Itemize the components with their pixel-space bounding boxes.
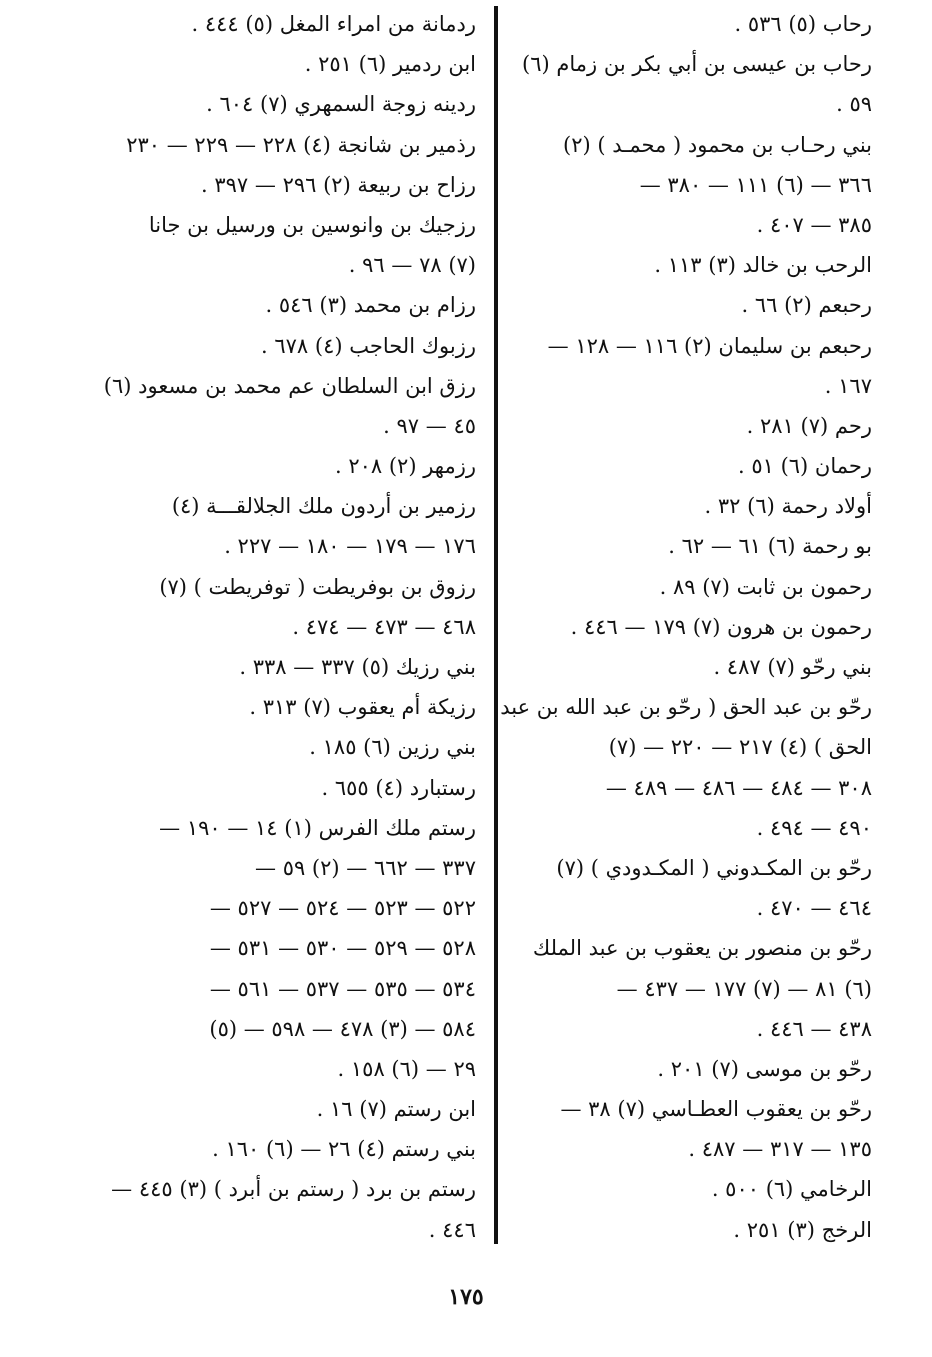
index-entry-line: رحّو بن منصور بن يعقوب بن عبد الملك bbox=[532, 936, 872, 961]
index-entry-line: رزجيك بن وانوسين بن ورسيل بن جانا bbox=[148, 212, 476, 237]
index-entry-line: رزمهر (٢) ٢٠٨ . bbox=[334, 454, 476, 479]
column-divider bbox=[494, 6, 498, 1244]
index-entry-line: الرحب بن خالد (٣) ١١٣ . bbox=[654, 253, 872, 278]
index-entry-line: رحمون بن ثابت (٧) ٨٩ . bbox=[659, 574, 872, 599]
index-entry-line: رحمون بن هرون (٧) ١٧٩ — ٤٤٦ . bbox=[570, 614, 872, 639]
index-entry-line: رحّو بن المكـدوني ( المكـدودي ) (٧) bbox=[556, 855, 872, 880]
index-entry-line: (٧) ٧٨ — ٩٦ . bbox=[348, 253, 476, 278]
index-entry-line: رزام بن محمد (٣) ٥٤٦ . bbox=[265, 293, 476, 318]
index-entry-line: رزيكة أم يعقوب (٧) ٣١٣ . bbox=[249, 695, 476, 720]
index-entry-line: ردمانة من امراء المغل (٥) ٤٤٤ . bbox=[191, 12, 476, 36]
index-entry-line: الرخامي (٦) ٥٠٠ . bbox=[711, 1177, 872, 1202]
index-entry-line: ٣٣٧ — ٦٦٢ — (٢) ٥٩ — bbox=[255, 855, 476, 880]
index-entry-line: ابن رستم (٧) ١٦ . bbox=[316, 1097, 476, 1122]
left-column bbox=[103, 4, 476, 1250]
index-entry-line: رحاب بن عيسى بن أبي بكر بن زمام (٦) bbox=[522, 52, 872, 77]
page-number: ١٧٥ bbox=[448, 1284, 484, 1310]
index-entry-line: رزبوك الحاجب (٤) ٦٧٨ . bbox=[261, 333, 476, 358]
index-entry-line: رستبارد (٤) ٦٥٥ . bbox=[321, 775, 476, 800]
index-entry-line: بني رزيك (٥) ٣٣٧ — ٣٣٨ . bbox=[239, 655, 476, 679]
index-entry-line: ٥٩ . bbox=[836, 92, 872, 117]
index-entry-line: ردينه زوجة السمهري (٧) ٦٠٤ . bbox=[206, 92, 476, 117]
index-entry-line: بو رحمة (٦) ٦١ — ٦٢ . bbox=[668, 534, 872, 559]
index-entry-line: رستم ملك الفرس (١) ١٤ — ١٩٠ — bbox=[159, 815, 476, 840]
index-entry-line: ٥٨٤ — (٣) ٤٧٨ — ٥٩٨ — (٥) bbox=[209, 1016, 476, 1041]
index-entry-line: بني رزين (٦) ١٨٥ . bbox=[309, 735, 476, 760]
index-entry-line: ٥٣٤ — ٥٣٥ — ٥٣٧ — ٥٦١ — bbox=[209, 976, 476, 1001]
index-entry-line: رزق ابن السلطان عم محمد بن مسعود (٦) bbox=[103, 373, 476, 398]
index-entry-line: رحّو بن عبد الحق ( رحّو بن عبد الله بن عبد bbox=[500, 695, 872, 720]
index-entry-line: رذمير بن شانجة (٤) ٢٢٨ — ٢٢٩ — ٢٣٠ bbox=[126, 132, 476, 157]
index-entry-line: بني رحّو (٧) ٤٨٧ . bbox=[713, 655, 872, 679]
index-entry-line: ١٦٧ . bbox=[824, 373, 872, 398]
index-entry-line: ٤٦٨ — ٤٧٣ — ٤٧٤ . bbox=[292, 614, 476, 639]
index-entry-line: ٤٤٦ . bbox=[428, 1217, 476, 1242]
index-entry-line: ابن ردمير (٦) ٢٥١ . bbox=[304, 52, 476, 77]
index-entry-line: ٤٦٤ — ٤٧٠ . bbox=[756, 896, 872, 921]
index-entry-line: ٣٠٨ — ٤٨٤ — ٤٨٦ — ٤٨٩ — bbox=[605, 775, 872, 800]
index-entry-line: ٥٢٢ — ٥٢٣ — ٥٢٤ — ٥٢٧ — bbox=[209, 896, 476, 921]
index-entry-line: الحق ) (٤) ٢١٧ — ٢٢٠ — (٧) bbox=[608, 735, 872, 760]
index-entry-line: ٤٩٠ — ٤٩٤ . bbox=[756, 815, 872, 840]
index-entry-line: ١٣٥ — ٣١٧ — ٤٨٧ . bbox=[688, 1137, 872, 1162]
index-entry-line: ٥٢٨ — ٥٢٩ — ٥٣٠ — ٥٣١ — bbox=[209, 936, 476, 961]
index-entry-line: ٤٣٨ — ٤٤٦ . bbox=[756, 1016, 872, 1041]
index-entry-line: رزاح بن ربيعة (٢) ٢٩٦ — ٣٩٧ . bbox=[201, 172, 476, 197]
index-entry-line: ٣٦٦ — (٦) ١١١ — ٣٨٠ — bbox=[639, 172, 872, 197]
index-entry-line: رحبعم بن سليمان (٢) ١١٦ — ١٢٨ — bbox=[547, 333, 872, 358]
index-entry-line: رحبعم (٢) ٦٦ . bbox=[741, 293, 872, 318]
index-entry-line: رستم بن برد ( رستم بن أبرد ) (٣) ٤٤٥ — bbox=[111, 1177, 476, 1202]
index-entry-line: ٤٥ — ٩٧ . bbox=[383, 413, 476, 438]
index-entry-line: أولاد رحمة (٦) ٣٢ . bbox=[704, 494, 872, 519]
index-entry-line: ١٧٦ — ١٧٩ — ١٨٠ — ٢٢٧ . bbox=[224, 534, 476, 559]
index-entry-line: الرخج (٣) ٢٥١ . bbox=[733, 1217, 872, 1242]
index-entry-line: ٢٩ — (٦) ١٥٨ . bbox=[337, 1056, 476, 1081]
index-entry-line: رحم (٧) ٢٨١ . bbox=[746, 413, 872, 438]
index-entry-line: رحّو بن موسى (٧) ٢٠١ . bbox=[657, 1056, 872, 1081]
index-entry-line: رحاب (٥) ٥٣٦ . bbox=[734, 12, 872, 36]
index-entry-line: بني رستم (٤) ٢٦ — (٦) ١٦٠ . bbox=[212, 1137, 476, 1162]
index-entry-line: ٣٨٥ — ٤٠٧ . bbox=[756, 212, 872, 237]
index-entry-line: رحّو بن يعقوب العطـاسي (٧) ٣٨ — bbox=[560, 1097, 872, 1122]
index-entry-line: رزمير بن أردون ملك الجلالقـــة (٤) bbox=[171, 494, 476, 519]
index-entry-line: بني رحـاب بن محمود ( محمـد ) (٢) bbox=[562, 132, 872, 157]
right-column bbox=[500, 4, 872, 1250]
index-entry-line: رزوق بن بوفريطت ( توفريطت ) (٧) bbox=[159, 574, 476, 599]
index-entry-line: (٦) ٨١ — (٧) ١٧٧ — ٤٣٧ — bbox=[616, 976, 872, 1001]
index-entry-line: رحمان (٦) ٥١ . bbox=[737, 454, 872, 479]
